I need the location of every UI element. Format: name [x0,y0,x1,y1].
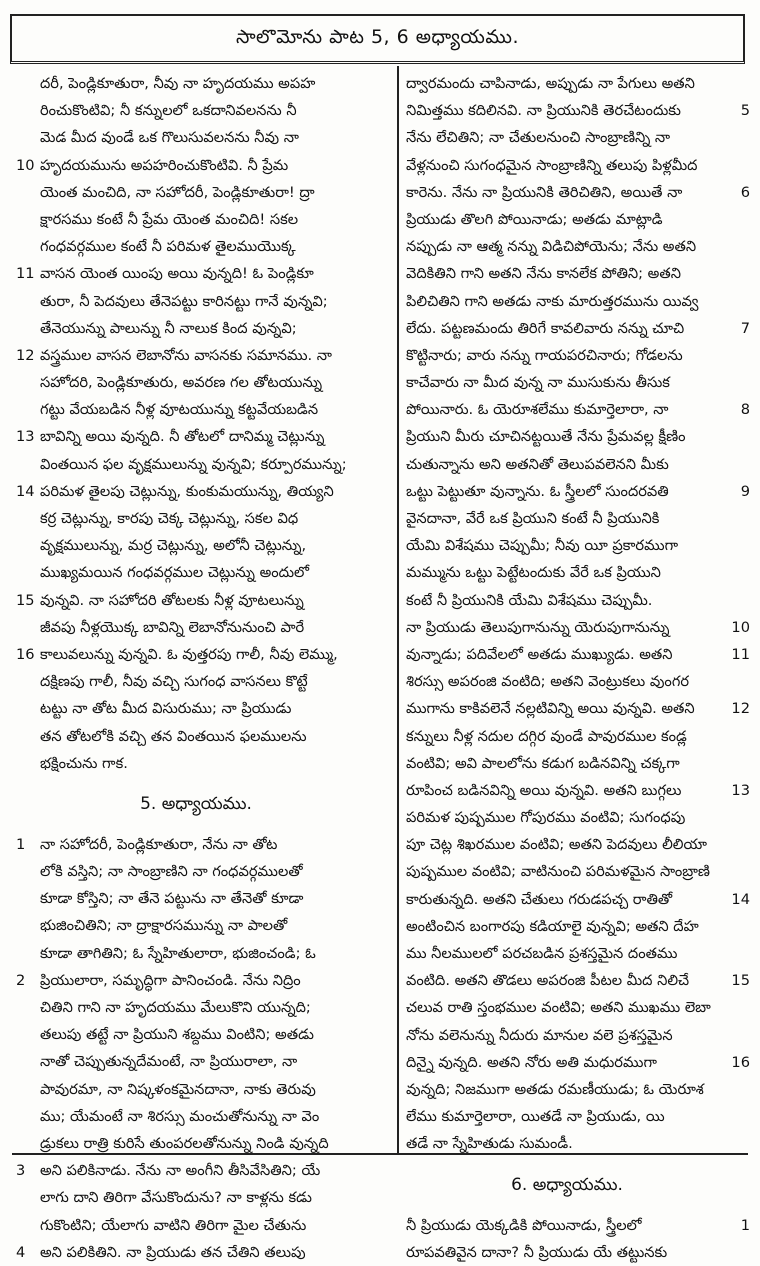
text-line [404,559,750,586]
text-line [16,532,376,559]
line-text: అని పలికితిని. నా ప్రియుడు తన చేతిని తలుపు [40,1243,306,1261]
text-line [404,1049,750,1076]
text-line [404,369,750,396]
line-text: పరిమళ తైలపు చెట్లున్ను, కుంకుమయున్ను, తియ్యని [40,482,334,500]
column-divider [397,66,399,1154]
verse-number: 4 [16,1243,26,1261]
line-text: వేళ్లనుంచి సుగంధమైన సాంబ్రాణిన్ని తలుపు పిళ్లమీద [406,156,698,174]
text-line [404,994,750,1021]
line-text: దక్షిణపు గాలీ, నీవు వచ్చి సుగంధ వాసనలు కొట్టే [40,673,308,691]
verse-number: 10 [16,156,35,174]
text-line [16,885,376,912]
bottom-rule [12,1153,748,1155]
text-line [16,70,376,97]
line-text: కాచేవారు నా మీద వున్న నా ముసుకును తీసుక [406,374,670,392]
line-text: సహోదరి, పెండ్లికూతురు, అవరణ గల తోటయున్ను [40,374,323,392]
text-line [16,587,376,614]
text-line [404,967,750,994]
text-line [16,423,376,450]
text-line [404,804,750,831]
text-line [404,423,750,450]
left-column [16,70,376,1266]
line-text: లేదు. పట్టణమందు తిరిగే కావలివారు నన్ను చూచి [406,319,685,337]
line-text: నేను లేచితిని; నా చేతులనుంచి సాంబ్రాణిన్ని నా [406,129,671,147]
line-text: వంటివి; అవి పాలలోను కడుగ బడినవిన్ని చక్కగా [406,754,680,772]
line-text: నా ప్రియుడు తెలుపుగానున్ను యెరుపుగానున్ను [406,618,670,636]
line-text: యేమి విశేషము చెప్పుమీ; నీవు యీ ప్రకారముగా [406,537,679,555]
verse-number: 9 [740,482,750,500]
line-text: ము నీలములలో పరచబడిన ప్రశస్తమైన దంతము [406,945,678,962]
text-line [404,179,750,206]
line-text: పరిమళ పుష్పముల గోపురము వంటివి; సుగంధపు [406,809,686,827]
text-line [404,260,750,287]
line-text: చలువ రాతి స్తంభముల వంటివి; అతని ముఖము లెబా [406,999,711,1017]
line-text: ద్వారమందు చాపినాడు, అప్పుడు నా పేగులు అతని [406,75,695,92]
line-text: వస్త్రముల వాసన లెబానోను వాసనకు సమానము. నా [40,346,332,364]
line-text: కొట్టినారు; వారు నన్ను గాయపరచినారు; గోడలను [406,346,683,364]
line-text: నా సహోదరీ, పెండ్లికూతురా, నేను నా తోట [40,835,278,853]
verse-number: 2 [16,971,26,989]
text-line [16,206,376,233]
line-text: నాతో చెప్పుతున్నదేమంటే, నా ప్రియురాలా, నా [40,1053,298,1071]
text-line [16,940,376,967]
text-line [404,940,750,967]
line-text: పోయినారు. ఓ యెరూశలేము కుమార్తెలారా, నా [406,401,669,419]
verse-number: 11 [16,265,35,283]
text-line [16,559,376,586]
line-text: తడే నా స్నేహితుడు సుమండీ. [406,1135,573,1153]
line-text: బావిన్ని అయి వున్నది. నీ తోటలో దానిమ్మ చెట్లున్ను [40,428,325,446]
line-text: శిరస్సు అపరంజి వంటిది; అతని వెంట్రుకలు వుంగర [406,673,689,691]
chapter-heading [16,777,376,831]
line-text: లాగు దాని తిరిగా వేసుకొందును? నా కాళ్లను కడు [40,1189,312,1207]
line-text: చుతున్నాను అని అతనితో తెలుపవలెనని మీకు [406,455,669,473]
line-text: జీవపు నీళ్లయొక్క బావిన్ని లెబానోనునుంచి పారే [40,618,305,636]
line-text: ము; యేమంటే నా శిరస్సు మంచుతోనున్ను నా వెం [40,1107,320,1125]
line-text: ముగాను కాకివలెనే నల్లటివిన్ని అయి వున్నవి. అతని [406,700,695,718]
verse-number: 1 [740,1216,750,1234]
line-text: కాలువలున్ను వున్నవి. ఓ వుత్తరపు గాలీ, నీవు లెమ్ము, [40,645,338,663]
line-text: కూడా తాగితిని; ఓ స్నేహితులారా, భుజించండి; ఓ [40,944,316,962]
text-line [404,532,750,559]
text-line [404,695,750,722]
text-line [16,451,376,478]
line-text: వున్నవి. నా సహోదరి తోటలకు నీళ్ల వూటలున్ను [40,591,304,609]
text-line [16,478,376,505]
line-text: భక్షించును గాక. [40,754,128,772]
text-line [16,1184,376,1211]
text-line [404,668,750,695]
line-text: ఒట్టు పెట్టుతూ వున్నాను. ఓ స్త్రీలలో సుందరవతి [406,482,669,500]
line-text: లోకి వస్తిని; నా సాంబ్రాణిని నా గంధవర్గములతో [40,863,303,881]
chapter-heading [404,1158,750,1212]
right-column [404,70,750,1266]
text-line [404,1076,750,1103]
text-line [16,396,376,423]
line-text: గంధవర్గముల కంటే నీ పరిమళ తైలముయొక్క [40,238,296,256]
line-text: నోను వలెనున్ను నీదురు మానుల వలె ప్రశస్తమైన [406,1026,673,1044]
text-line [404,831,750,858]
text-line [16,179,376,206]
line-text: టట్టు నా తోట మీద విసురుము; నా ప్రియుడు [40,700,292,718]
text-line [16,750,376,777]
verse-number: 15 [731,972,750,990]
text-line [404,913,750,940]
line-text: మమ్మును ఒట్టు పెట్టేటందుకు వేరే ఒక ప్రియుని [406,564,661,582]
line-text: కంటే నీ ప్రియునికి యేమి విశేషము చెప్పుమీ. [406,591,653,609]
line-text: లేము కుమార్తెలారా, యితడే నా ప్రియుడు, యి [406,1108,665,1126]
line-text: కన్నులు నీళ్ల నదుల దగ్గిర వుండే పావురముల కండ్ల [406,727,687,745]
text-line [404,206,750,233]
line-text: దరీ, పెండ్లికూతురా, నీవు నా హృదయము అపహ [40,75,316,92]
text-line [16,1212,376,1239]
line-text: వంటిది. అతని తొడలు అపరంజి పీటల మీద నిలిచే [406,972,690,990]
text-line [404,1103,750,1130]
line-text: వింతయిన ఫల వృక్షములున్ను వున్నవి; కర్పూరమున్ను; [40,455,347,473]
verse-number: 5 [740,102,750,120]
text-line [404,451,750,478]
line-text: ప్రియుడు తొలగి పోయినాడు; అతడు మాట్లాడి [406,210,663,228]
text-line [404,478,750,505]
page-header [10,14,745,64]
verse-number: 7 [740,319,750,337]
line-text: వృక్షములున్ను, మర్ర చెట్లున్ను, అలోనీ చెట్లున్ను, [40,537,307,555]
verse-number: 3 [16,1162,26,1180]
text-line [404,1022,750,1049]
line-text: ప్రియులారా, సమృద్ధిగా పానించండి. నేను నిద్రిం [40,971,301,989]
text-line [16,233,376,260]
line-text: చితిని గాని నా హృదయము మేలుకొని యున్నది; [40,999,311,1016]
text-line [404,315,750,342]
line-text: వెదికితిని గాని అతని నేను కానలేక పోతిని; అతని [406,265,681,283]
text-line [404,70,750,97]
verse-number: 8 [740,401,750,419]
text-line [404,587,750,614]
verse-number: 13 [731,781,750,799]
text-line [16,994,376,1021]
text-line [404,723,750,750]
text-line [16,1021,376,1048]
line-text: రూపవతివైన దానా? నీ ప్రియుడు యే తట్టునకు [406,1243,668,1261]
text-line [404,97,750,124]
text-line [404,1212,750,1239]
line-text: నీ ప్రియుడు యెక్కడికి పోయినాడు, స్త్రీలలో [406,1216,642,1234]
text-line [16,505,376,532]
verse-number: 12 [16,346,35,364]
text-line [16,288,376,315]
text-line [16,97,376,124]
verse-number: 16 [731,1053,750,1071]
line-text: ప్రియుని మీరు చూచినట్టయితే నేను ప్రేమవల్ల క్షీణిం [406,428,686,446]
text-line [16,912,376,939]
line-text: గట్టు వేయబడిన నీళ్ల వూటయున్ను కట్టవేయబడిన [40,401,319,419]
verse-number: 12 [731,700,750,718]
text-line [16,260,376,287]
line-text: కర్ర చెట్లున్ను, కారపు చెక్క చెట్లున్ను, సకల విధ [40,510,299,527]
text-line [404,288,750,315]
line-text: అంటించిన బంగారపు కడియాలై వున్నవి; అతని దేహ [406,917,699,935]
verse-number: 14 [731,890,750,908]
line-text: మెడ మీద వుండే ఒక గొలుసువలనను నీవు నా [40,129,299,147]
line-text: నిమిత్తము కదిలినవి. నా ప్రియునికి తెరచేటందుకు [406,102,681,120]
line-text: హృదయమును అపహరించుకొంటివి. నీ ప్రేమ [40,156,289,174]
text-line [16,124,376,151]
text-line [16,668,376,695]
line-text: తలుపు తట్టే నా ప్రియుని శబ్దము వింటిని; అతడు [40,1026,314,1044]
verse-number: 14 [16,482,35,500]
chapter-heading-text: 6. అధ్యాయము. [511,1174,623,1195]
text-line [404,124,750,151]
text-line [16,614,376,641]
line-text: తేనెయున్ను పాలున్ను నీ నాలుక కింద వున్నవి; [40,319,297,337]
text-line [404,396,750,423]
verse-number: 6 [740,183,750,201]
line-text: అని పలికినాడు. నేను నా అంగీని తీసివేసితిని; యే [40,1162,321,1180]
verse-number: 13 [16,428,35,446]
line-text: రూపించ బడినవిన్ని అయి వున్నవి. అతని బుగ్గలు [406,781,682,799]
text-line [16,641,376,668]
text-line [16,342,376,369]
line-text: ముఖ్యమయిన గంధవర్గముల చెట్లున్ను అందులో [40,564,310,582]
page-title: సాలొమోను పాట 5, 6 అధ్యాయము. [235,26,520,48]
text-line [404,614,750,641]
line-text: పిలిచితిని గాని అతడు నాకు మారుత్తరమును యివ్వ [406,292,699,310]
verse-number: 10 [731,618,750,636]
line-text: గుకొంటిని; యేలాగు వాటిని తిరిగా మైల చేతును [40,1216,307,1234]
line-text: రించుకొంటివి; నీ కన్నులలో ఒకదానివలనను నీ [40,102,297,120]
verse-number: 11 [731,645,750,663]
text-line [16,1103,376,1130]
verse-number: 16 [16,645,35,663]
line-text: పావురమా, నా నిష్కళంకమైనదానా, నాకు తెరువు [40,1080,316,1098]
line-text: వైనదానా, వేరే ఒక ప్రియుని కంటే నీ ప్రియునికి [406,510,660,527]
line-text: కారుతున్నది. అతని చేతులు గరుడపచ్చ రాతితో [406,890,673,908]
text-line [404,886,750,913]
line-text: పుష్పముల వంటివి; వాటినుంచి పరిమళమైన సాంబ్రాణి [406,863,710,881]
text-line [16,723,376,750]
line-text: దిన్నై వున్నది. అతని నోరు అతి మధురముగా [406,1053,657,1071]
text-line [404,233,750,260]
line-text: తన తోటలోకి వచ్చి తన వింతయిన ఫలములను [40,727,307,745]
chapter-heading-text: 5. అధ్యాయము. [140,793,252,814]
text-line [404,1239,750,1266]
text-line [16,858,376,885]
line-text: యెంత మంచిది, నా సహోదరీ, పెండ్లికూతురా! ద్రా [40,183,315,201]
line-text: నప్పుడు నా ఆత్మ నన్ను విడిచిపోయెను; నేను అతని [406,238,697,256]
line-text: వున్నాడు; పదివేలలో అతడు ముఖ్యుడు. అతని [406,645,673,663]
line-text: పూ చెట్ల శిఖరముల వంటివి; అతని పెదవులు లీలియా [406,836,707,854]
line-text: క్షారసము కంటే నీ ప్రేమ యెంత మంచిది! సకల [40,210,299,228]
text-line [404,152,750,179]
text-line [16,831,376,858]
text-line [404,641,750,668]
text-line [16,152,376,179]
line-text: కూడా కోస్తిని; నా తేనె పట్టును నా తేనెతో కూడా [40,890,304,908]
text-line [404,750,750,777]
line-text: డ్రుకలు రాత్రి కురిసే తుంపరలతోనున్ను నిండి వున్నది [40,1134,329,1152]
text-line [16,695,376,722]
text-line [16,1048,376,1075]
verse-number: 15 [16,591,35,609]
text-line [16,369,376,396]
line-text: తురా, నీ పెదవులు తేనెపట్టు కారినట్టు గానే వున్నవి; [40,292,328,310]
text-line [16,1076,376,1103]
line-text: కారెను. నేను నా ప్రియునికి తెరిచితిని, అయితే నా [406,183,683,201]
text-line [404,858,750,885]
text-line [16,315,376,342]
line-text: భుజించితిని; నా ద్రాక్షారసమున్ను నా పాలతో [40,917,288,935]
verse-number: 1 [16,835,26,853]
text-line [404,505,750,532]
text-line [16,1239,376,1266]
text-line [16,967,376,994]
line-text: వాసన యెంత యింపు అయి వున్నది! ఓ పెండ్లికూ [40,265,314,283]
line-text: వున్నది; నిజముగా అతడు రమణీయుడు; ఓ యెరూశ [406,1080,704,1098]
text-line [404,342,750,369]
text-line [404,777,750,804]
